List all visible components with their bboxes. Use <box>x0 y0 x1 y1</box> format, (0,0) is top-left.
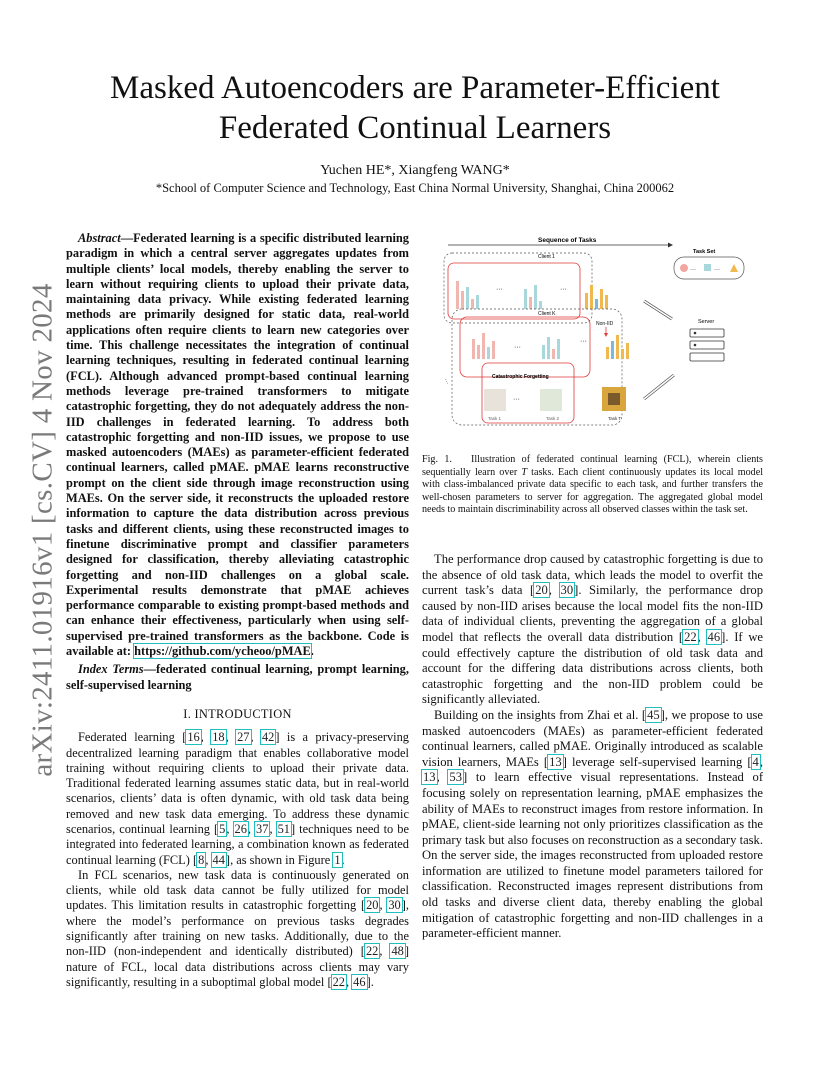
right-paragraph-2: Building on the insights from Zhai et al. [45], we propose to use masked autoencoders (MAEs) as parameter-efficient federated continual learners, called pMAE. Originally introduced as scalable vision learners, MAEs [13] leverage self-supervised learning [4, 13, 53] to learn effective visual representations. Instead of focusing solely on representation learning, pMAE emphasizes the ability of MAEs to reconstruct images from restore information. In pMAE, client-side learning not only prioritizes classification as the primary task but also focuses on reconstruction as a secondary task. On the server side, the images reconstructed from uploaded restore information are utilized to finetune model parameters tailored for classification. Reconstructed images represent distributions from old tasks and diverse client data, thereby enabling the global mitigation of catastrophic forgetting and non-IID challenges in a parameter-efficient manner. <box>422 707 764 941</box>
citation-link[interactable]: 13 <box>549 754 562 769</box>
citation-link[interactable]: 20 <box>535 583 548 598</box>
noniid-label: Non-IID <box>596 321 614 327</box>
citation-link[interactable]: 51 <box>277 821 290 836</box>
svg-text:···: ··· <box>560 286 567 293</box>
caption-label: Fig. 1. <box>422 454 452 465</box>
title-line-1: Masked Autoencoders are Parameter-Efficient <box>110 70 720 106</box>
citation-link[interactable]: 22 <box>684 629 697 644</box>
index-text: —federated continual learning, prompt learning, self-supervised learning <box>66 662 409 692</box>
code-link[interactable]: https://github.com/ycheoo/pMAE <box>134 644 311 659</box>
citation-link[interactable]: 46 <box>707 629 721 644</box>
client1-label: Client 1 <box>538 254 555 260</box>
citation-link[interactable]: 8 <box>198 852 205 867</box>
forgetting-label: Catastrophic Forgetting <box>492 374 549 380</box>
citation-link[interactable]: 46 <box>353 974 366 989</box>
svg-text:···: ··· <box>496 286 503 293</box>
affiliation: *School of Computer Science and Technology, East China Normal University, Shanghai, China 200062 <box>155 181 675 195</box>
index-terms <box>66 662 409 693</box>
arxiv-stamp: arXiv:2411.01916v1 [cs.CV] 4 Nov 2024 <box>26 283 59 777</box>
citation-link[interactable]: 26 <box>234 821 247 836</box>
svg-text:Task 2: Task 2 <box>546 416 560 421</box>
svg-text:Task 1: Task 1 <box>488 416 502 421</box>
citation-link[interactable]: 44 <box>212 852 225 867</box>
svg-text:Task T: Task T <box>608 416 622 421</box>
citation-link[interactable]: 13 <box>423 770 436 785</box>
citation-link[interactable]: 20 <box>366 898 379 913</box>
svg-text:···: ··· <box>690 267 696 273</box>
title-line-2: Federated Continual Learners <box>218 110 612 146</box>
server-icon <box>690 329 724 361</box>
authors: Yuchen HE*, Xiangfeng WANG* <box>320 163 510 178</box>
svg-text:···: ··· <box>514 344 521 351</box>
clientK-bars <box>472 333 629 359</box>
task-images <box>484 387 626 421</box>
svg-text:···: ··· <box>580 338 587 345</box>
taskset-label: Task Set <box>693 249 716 255</box>
abstract: Abstract—Federated learning is a specific distributed learning paradigm in which a central server aggregates updates from multiple clients’ local models, thereby enabling the server to learn without requiring clients to upload their private data, maintaining data privacy. While existing federated learning methods are primarily designed for static data, real-world applications often require clients to learn new categories over time. This challenge necessitates the integration of continual learning techniques, resulting in federated continual learning (FCL). Although advanced prompt-based continual learning methods leverage pre-trained transformers to mitigate catastrophic forgetting, they do not adequately address the non-IID challenges in federated learning. To address both catastrophic forgetting and non-IID issues, we propose to use masked autoencoders (MAEs) as parameter-efficient federated continual learners, called pMAE. pMAE learns reconstructive prompt on the client side through image reconstruction using MAEs. On the server side, it reconstructs the uploaded restore information to capture the data distribution across previous tasks and different clients, using these reconstructed images to finetune discriminative prompt and classifier parameters designed for classification, thereby alleviating catastrophic forgetting and non-IID challenges on a global scale. Experimental results demonstrate that pMAE achieves performance comparable to existing prompt-based methods and can enhance their effectiveness, particularly when using self-supervised pre-trained transformers as the backbone. Code is available at: https://github.com/ycheoo/pMAE. <box>66 231 409 659</box>
citation-link[interactable]: 30 <box>560 583 574 598</box>
paper-title <box>70 68 760 148</box>
client1-bars <box>456 281 608 309</box>
svg-text:···: ··· <box>513 396 520 403</box>
citation-link[interactable]: 42 <box>261 730 275 745</box>
left-column <box>66 231 409 990</box>
citation-link[interactable]: 22 <box>332 974 345 989</box>
right-column <box>422 552 763 942</box>
citation-link[interactable]: 5 <box>219 821 226 836</box>
citation-link[interactable]: 16 <box>187 730 200 745</box>
double-arrow-up <box>644 301 672 319</box>
abstract-text: —Federated learning is a specific distributed learning paradigm in which a central server aggregates updates from multiple clients’ local models, thereby enabling the server to learn without requiring clients to upload their private data, maintaining data privacy. While existing federated learning methods are primarily designed for static data, real-world applications often require clients to learn new categories over time. This challenge necessitates the integration of continual learning techniques, resulting in federated continual learning (FCL). Although advanced prompt-based continual learning methods leverage pre-trained transformers to mitigate catastrophic forgetting, they do not adequately address the non-IID challenges in federated learning. To address both catastrophic forgetting and non-IID issues, we propose to use masked autoencoders (MAEs) as parameter-efficient federated continual learners, called pMAE. pMAE learns reconstructive prompt on the client side through image reconstruction using MAEs. On the server side, it reconstructs the uploaded restore information to capture the data distribution across previous tasks and different clients, using these reconstructed images to finetune discriminative prompt and classifier parameters designed for classification, thereby alleviating catastrophic forgetting and non-IID challenges on a global scale. Experimental results demonstrate that pMAE achieves performance comparable to existing prompt-based methods and can enhance their effectiveness, particularly when using self-supervised pre-trained transformers as the backbone. Code is available at: <box>66 231 409 659</box>
intro-paragraph-1: Federated learning [16, 18, 27, 42] is a privacy-preserving decentralized learning paradigm that enables collaborative model training without requiring clients to upload their private data. Traditional federated learning assumes static data, but in real-world scenarios, clients’ data is often dynamic, with old task data being removed and new task data emerging. To address these dynamic scenarios, continual learning [5, 26, 37, 51] techniques need to be integrated into federated learning, a combination known as federated continual learning (FCL) [8, 44], as shown in Figure 1. <box>66 730 409 867</box>
citation-link[interactable]: 4 <box>752 754 759 769</box>
index-label: Index Terms <box>78 662 144 677</box>
intro-paragraph-2: In FCL scenarios, new task data is continuously generated on clients, while old task data cannot be fully utilized for model updates. This limitation results in catastrophic forgetting [20, 30], where the model’s performance on previous tasks degrades significantly after training on new tasks. Additionally, due to the non-IID (non-independent and identically distributed) [22, 48] nature of FCL, local data distributions across clients may vary significantly, resulting in a suboptimal global model [22, 46]. <box>66 867 409 989</box>
figure-ref[interactable]: 1 <box>334 852 341 867</box>
double-arrow-down <box>644 375 674 399</box>
svg-text:···: ··· <box>714 267 720 273</box>
figure-1 <box>430 229 760 435</box>
citation-link[interactable]: 30 <box>388 898 401 913</box>
svg-text:···: ··· <box>442 377 450 386</box>
citation-link[interactable]: 53 <box>449 770 463 785</box>
abstract-label: Abstract <box>78 231 121 245</box>
right-paragraph-1: The performance drop caused by catastrophic forgetting is due to the absence of old task data, which leads the model to overfit the current task’s data [20, 30]. Similarly, the performance drop caused by non-IID arises because the local model fits the non-IID data of individual clients, preventing the aggregation of a global model that reflects the overall data distribution [22, 46]. If we could effectively capture the distribution of old task data and account for the differing data distributions across clients, both catastrophic forgetting and the non-IID problem could be significantly alleviated. <box>422 552 764 707</box>
figure-caption: Fig. 1. Illustration of federated continual learning (FCL), wherein clients sequentially learn over T tasks. Each client continuously updates its local model with class-imbalanced private data specific to each task, and further transfers the well-chosen parameters to server for aggregation. The aggregated global model needs to maintain discriminability across all observed classes within the task set. <box>422 454 764 516</box>
citation-link[interactable]: 45 <box>647 707 660 722</box>
figure-seq-label: Sequence of Tasks <box>538 237 597 244</box>
server-label: Server <box>698 319 715 325</box>
citation-link[interactable]: 37 <box>256 821 269 836</box>
citation-link[interactable]: 22 <box>365 944 379 959</box>
citation-link[interactable]: 27 <box>237 730 250 745</box>
clientK-label: Client K <box>538 311 556 317</box>
section-heading: I. INTRODUCTION <box>183 706 292 721</box>
citation-link[interactable]: 18 <box>212 730 225 745</box>
citation-link[interactable]: 48 <box>391 944 404 959</box>
